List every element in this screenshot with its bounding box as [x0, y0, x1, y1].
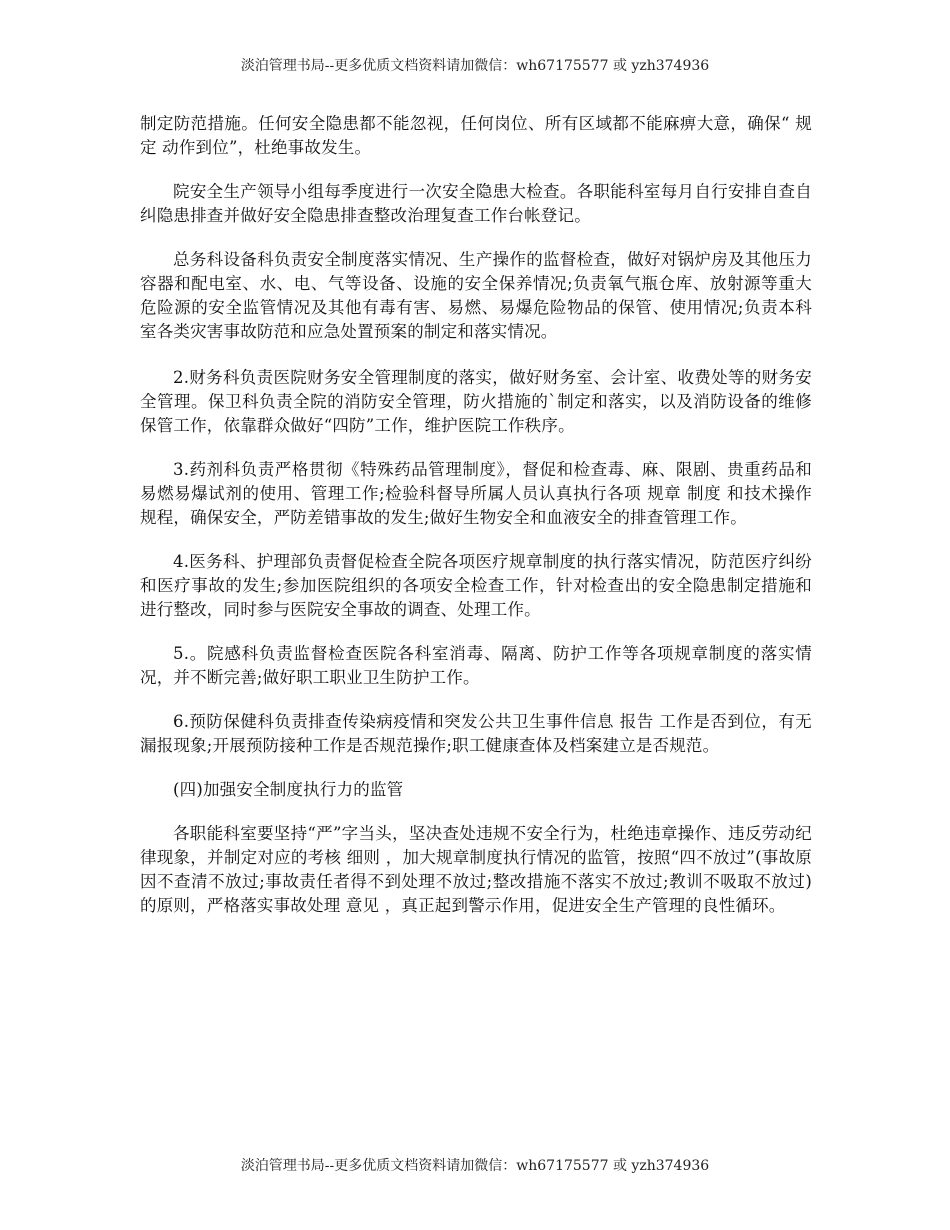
paragraph-8: 6.预防保健科负责排查传染病疫情和突发公共卫生事件信息 报告 工作是否到位，有无漏报现象;开展预防接种工作是否规范操作;职工健康查体及档案建立是否规范。: [140, 712, 812, 755]
section-heading: (四)加强安全制度执行力的监管: [173, 780, 404, 799]
paragraph-2: 院安全生产领导小组每季度进行一次安全隐患大检查。各职能科室每月自行安排自查自纠隐患排查并做好安全隐患排查整改治理复查工作台帐登记。: [140, 182, 812, 225]
paragraph-3: 总务科设备科负责安全制度落实情况、生产操作的监督检查，做好对锅炉房及其他压力容器和配电室、水、电、气等设备、设施的安全保养情况;负责氧气瓶仓库、放射源等重大危险源的安全监管情况及其他有毒有害、易燃、易爆危险物品的保管、使用情况;负责本科室各类灾害事故防范和应急处置预案的制定和落实情况。: [140, 250, 812, 341]
document-body: [140, 112, 812, 938]
page-footer: 淡泊管理书局--更多优质文档资料请加微信：wh67175577 或 yzh374936: [240, 1158, 710, 1174]
paragraph-9: 各职能科室要坚持“严”字当头，坚决查处违规不安全行为，杜绝违章操作、违反劳动纪律现象，并制定对应的考核 细则 ，加大规章制度执行情况的监管，按照“四不放过”(事故原因不查清不放过;事故责任者得不到处理不放过;整改措施不落实不放过;教训不吸取不放过)的原则，严格落实事故处理 意见 ，真正起到警示作用，促进安全生产管理的良性循环。: [140, 824, 812, 915]
paragraph-1: 制定防范措施。任何安全隐患都不能忽视，任何岗位、所有区域都不能麻痹大意，确保“ 规定 动作到位”，杜绝事故发生。: [140, 114, 812, 157]
paragraph-7: 5.。院感科负责监督检查医院各科室消毒、隔离、防护工作等各项规章制度的落实情况，并不断完善;做好职工职业卫生防护工作。: [140, 644, 812, 687]
paragraph-6: 4.医务科、护理部负责督促检查全院各项医疗规章制度的执行落实情况，防范医疗纠纷和医疗事故的发生;参加医院组织的各项安全检查工作，针对检查出的安全隐患制定措施和进行整改，同时参与医院安全事故的调查、处理工作。: [140, 552, 812, 619]
paragraph-4: 2.财务科负责医院财务安全管理制度的落实，做好财务室、会计室、收费处等的财务安全管理。保卫科负责全院的消防安全管理，防火措施的`制定和落实，以及消防设备的维修保管工作，依靠群众做好“四防”工作，维护医院工作秩序。: [140, 368, 812, 435]
paragraph-5: 3.药剂科负责严格贯彻《特殊药品管理制度》，督促和检查毒、麻、限剧、贵重药品和易燃易爆试剂的使用、管理工作;检验科督导所属人员认真执行各项 规章 制度 和技术操作规程，确保安全，严防差错事故的发生;做好生物安全和血液安全的排查管理工作。: [140, 460, 812, 527]
page-header: 淡泊管理书局--更多优质文档资料请加微信：wh67175577 或 yzh374936: [240, 58, 710, 74]
